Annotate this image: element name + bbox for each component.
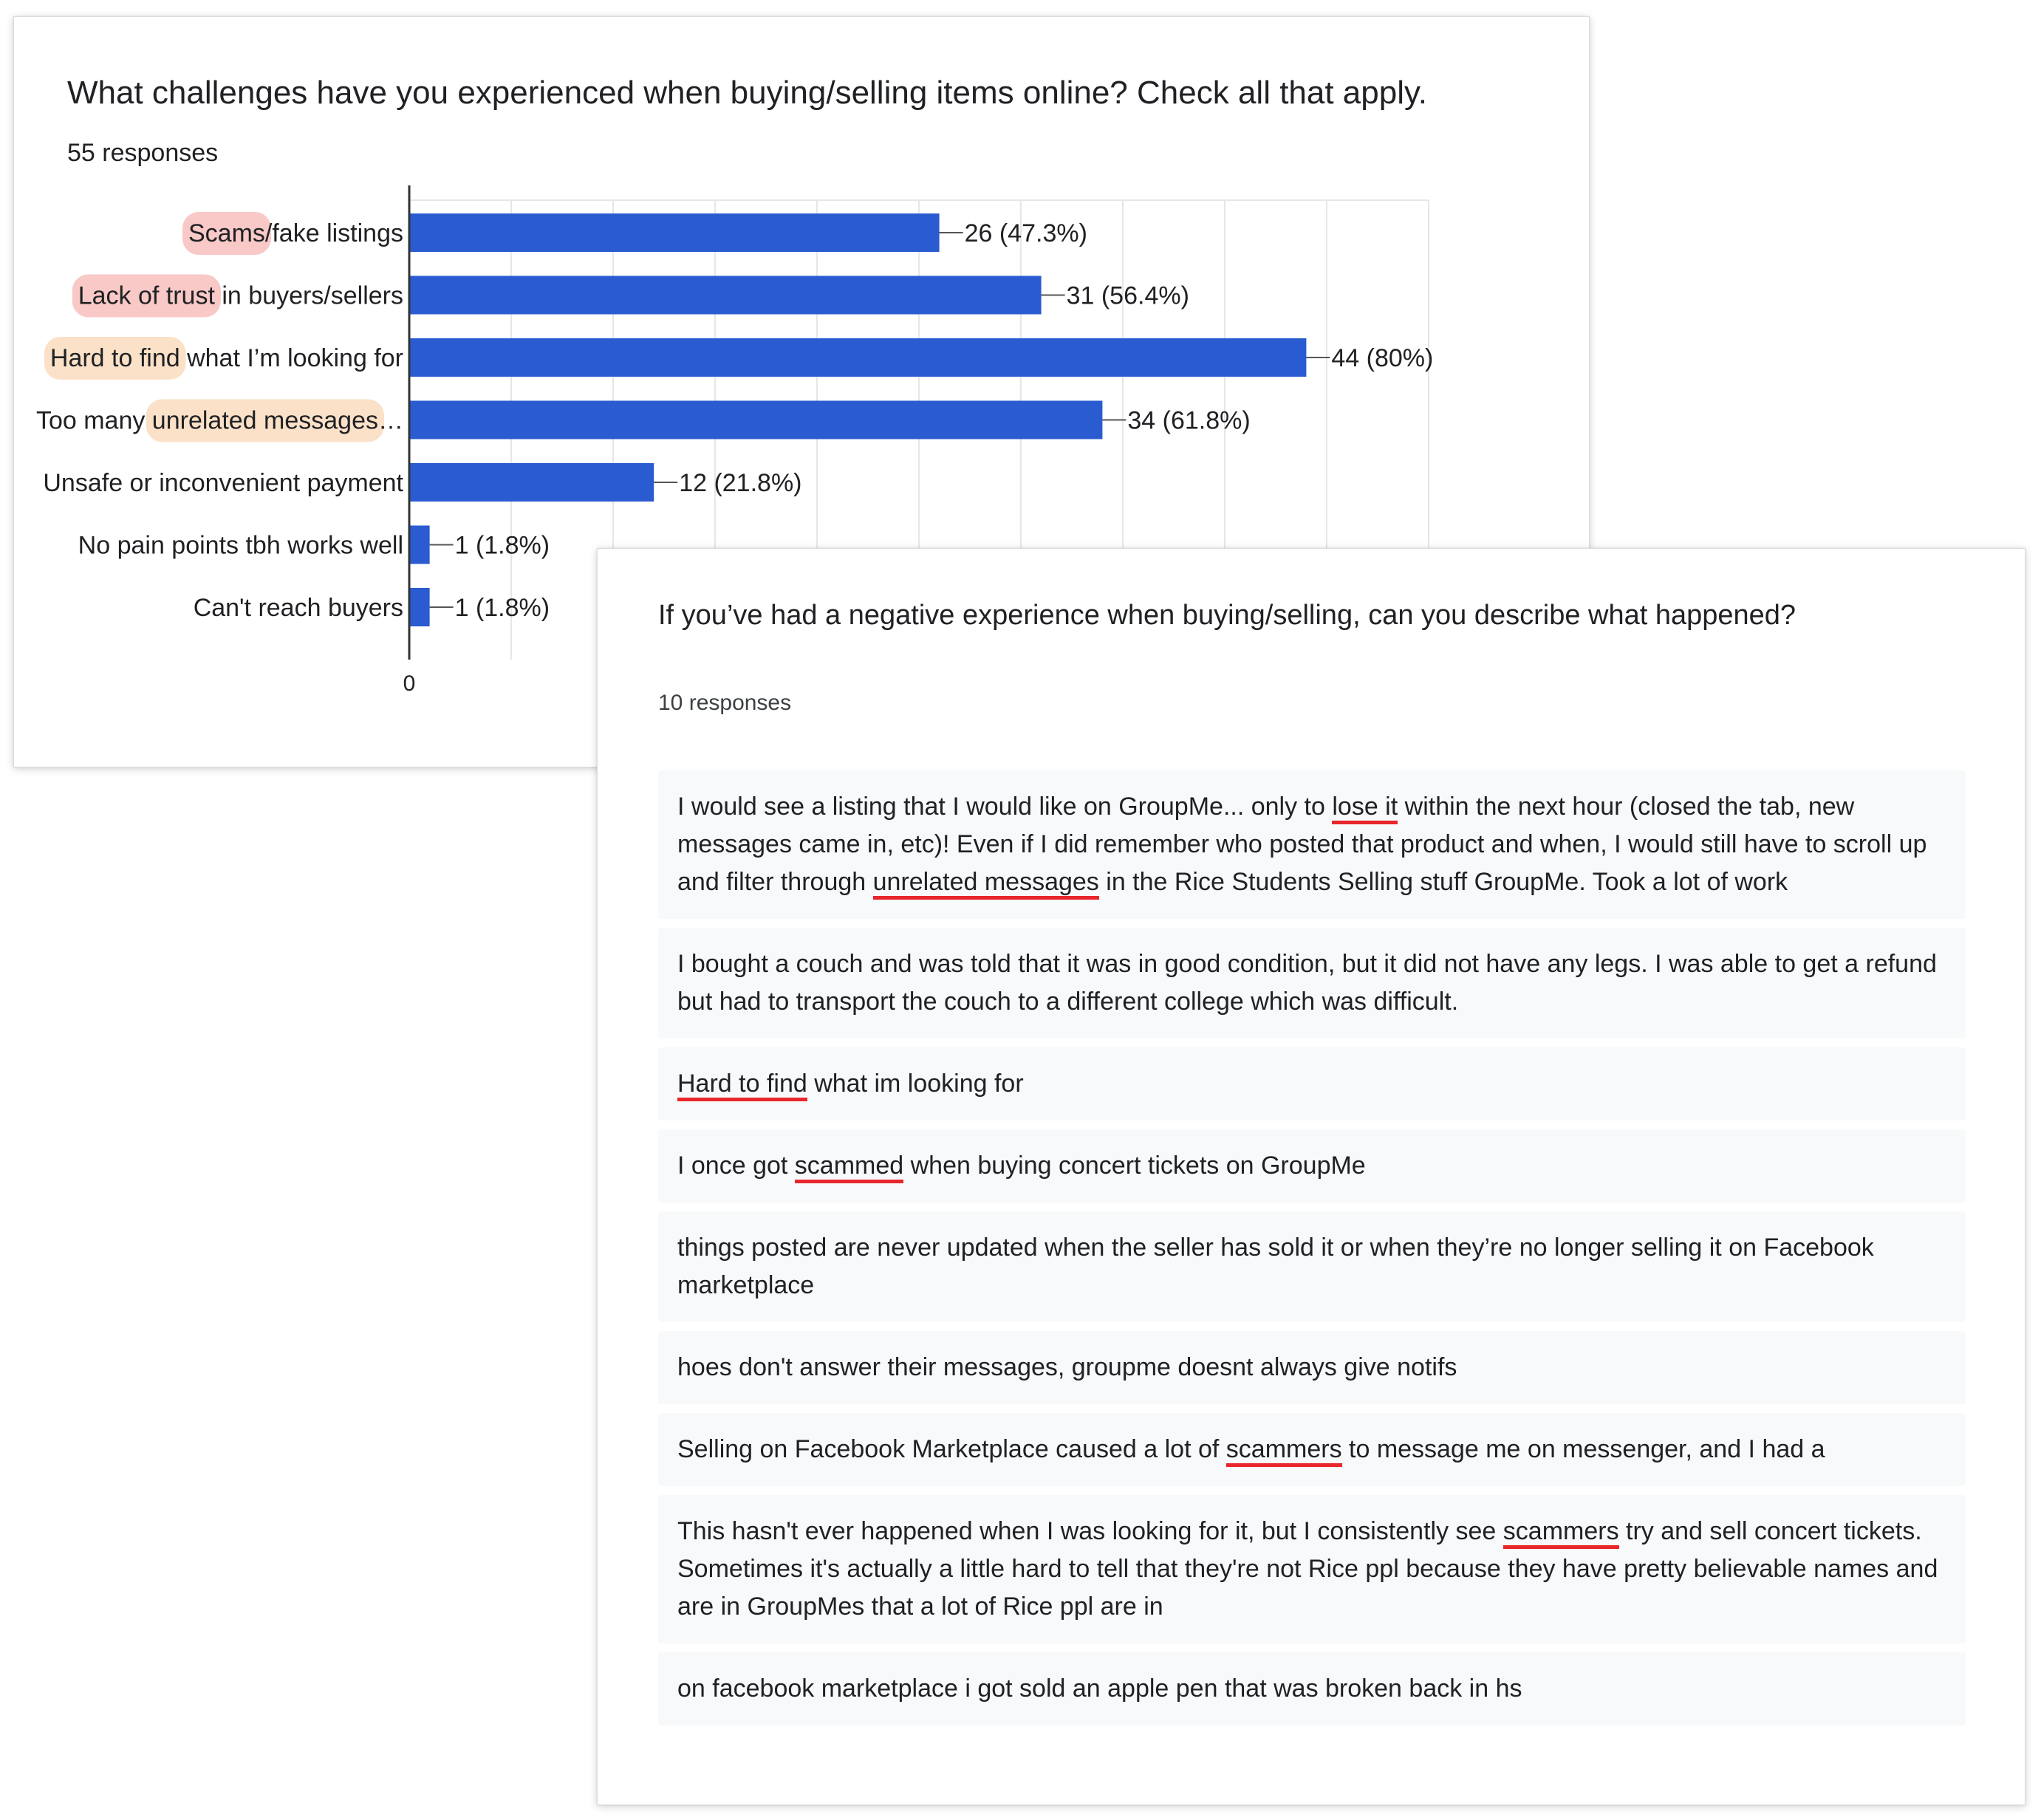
responses-card xyxy=(597,548,2025,1805)
value-label: 12 (21.8%) xyxy=(679,469,802,497)
category-label: Scams/fake listings xyxy=(188,219,403,247)
value-label: 31 (56.4%) xyxy=(1066,281,1189,310)
response-item: on facebook marketplace i got sold an apple pen that was broken back in hs xyxy=(658,1652,1966,1725)
responses-question-title: If you’ve had a negative experience when buying/selling, can you describe what happened? xyxy=(658,600,1796,631)
bar xyxy=(409,338,1306,377)
bar xyxy=(409,588,430,626)
chart-question-title: What challenges have you experienced when buying/selling items online? Check all that apply. xyxy=(67,75,1427,111)
category-label: Hard to find what I’m looking for xyxy=(49,344,403,372)
response-item: Hard to find what im looking for xyxy=(658,1047,1966,1121)
category-label: No pain points tbh works well xyxy=(78,531,403,560)
category-label: Too many unrelated messages… xyxy=(35,406,403,435)
underlined-phrase: unrelated messages xyxy=(873,868,1099,900)
response-item: I would see a listing that I would like on GroupMe... only to lose it within the next hour (closed the tab, new messages came in, etc)! Even if I did remember who posted that product and when, I would still have to scroll up and filter through unrelated messages in the Rice Students Selling stuff GroupMe. Took a lot of work xyxy=(658,770,1966,919)
responses-count: 10 responses xyxy=(658,691,792,715)
chart-response-count: 55 responses xyxy=(67,139,219,167)
category-label: Unsafe or inconvenient payment xyxy=(43,469,403,497)
response-item: This hasn't ever happened when I was looking for it, but I consistently see scammers try and sell concert tickets. Sometimes it's actually a little hard to tell that they're not Rice ppl because they have pretty believable names and are in GroupMes that a lot of Rice ppl are in xyxy=(658,1495,1966,1643)
value-label: 34 (61.8%) xyxy=(1127,406,1251,435)
responses-list xyxy=(658,770,1966,1734)
response-item: Selling on Facebook Marketplace caused a lot of scammers to message me on messenger, and I had a xyxy=(658,1413,1966,1486)
value-label: 26 (47.3%) xyxy=(964,219,1087,247)
underlined-phrase: lose it xyxy=(1332,793,1398,824)
value-label: 1 (1.8%) xyxy=(454,594,550,622)
response-item: I once got scammed when buying concert tickets on GroupMe xyxy=(658,1129,1966,1202)
bar xyxy=(409,463,654,502)
bar xyxy=(409,526,430,564)
underlined-phrase: scammers xyxy=(1503,1517,1619,1549)
response-item: things posted are never updated when the seller has sold it or when they’re no longer selling it on Facebook marketplace xyxy=(658,1211,1966,1322)
x-tick-label: 0 xyxy=(403,671,416,696)
bar xyxy=(409,276,1042,315)
response-item: hoes don't answer their messages, groupme doesnt always give notifs xyxy=(658,1331,1966,1404)
bar xyxy=(409,401,1102,439)
category-label: Can't reach buyers xyxy=(193,594,403,622)
underlined-phrase: scammers xyxy=(1226,1435,1342,1467)
category-label: Lack of trust in buyers/sellers xyxy=(78,281,403,310)
value-label: 44 (80%) xyxy=(1331,344,1434,372)
underlined-phrase: scammed xyxy=(795,1152,903,1183)
response-item: I bought a couch and was told that it was in good condition, but it did not have any legs. I was able to get a refund but had to transport the couch to a different college which was difficult. xyxy=(658,928,1966,1039)
value-label: 1 (1.8%) xyxy=(454,531,550,560)
underlined-phrase: Hard to find xyxy=(677,1070,807,1101)
bar xyxy=(409,213,940,252)
